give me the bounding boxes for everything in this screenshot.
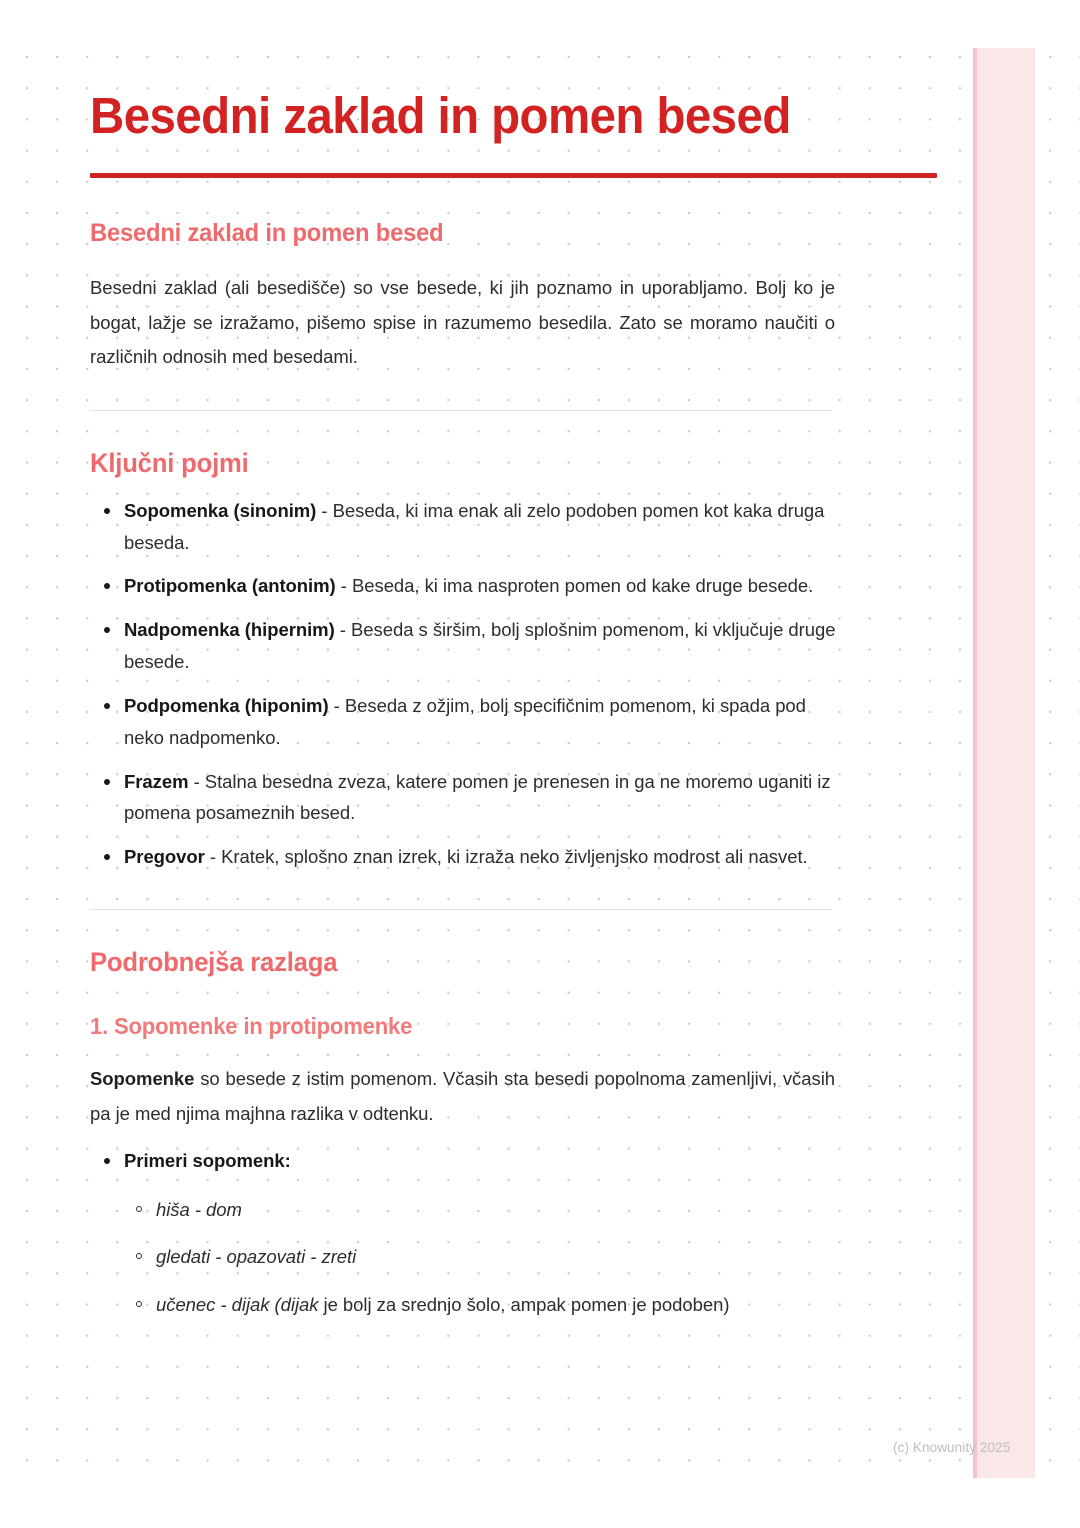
example-plain: je bolj za srednjo šolo, ampak pomen je podoben): [318, 1293, 730, 1315]
term-label: Podpomenka (hiponim): [124, 694, 329, 716]
example-italic: hiša - dom: [156, 1198, 242, 1220]
term-label: Sopomenka (sinonim): [124, 499, 317, 521]
term-description: - Beseda s širšim, bolj splošnim pomenom, ki vključuje druge besede.: [124, 619, 836, 673]
key-terms-list: [90, 481, 850, 873]
section-heading-detail: Podrobnejša razlaga: [90, 946, 338, 977]
paragraph-rest: so besede z istim pomenom. Včasih sta besedi popolnoma zamenljivi, včasih pa je med njima majhna razlika v odtenku.: [90, 1068, 835, 1124]
list-item: [124, 1195, 850, 1225]
copyright-watermark: (c) Knowunity 2025: [893, 1440, 1011, 1455]
document-content: [90, 0, 938, 1331]
term-label: Frazem: [124, 770, 189, 792]
list-item: [90, 570, 850, 602]
term-label: Protipomenka (antonim): [124, 575, 336, 597]
list-item: [90, 841, 850, 873]
term-label: Pregovor: [124, 846, 205, 868]
page-bottom-edge: [0, 1482, 1080, 1528]
synonyms-paragraph: [90, 1040, 835, 1130]
page-title: Besedni zaklad in pomen besed: [90, 87, 791, 144]
example-italic: gledati - opazovati - zreti: [156, 1246, 357, 1268]
list-item: [90, 766, 850, 830]
list-item: [124, 1242, 850, 1272]
section-heading-key-terms: Ključni pojmi: [90, 448, 249, 479]
example-italic: učenec - dijak (dijak: [156, 1293, 319, 1315]
term-description: - Kratek, splošno znan izrek, ki izraža neko življenjsko modrost ali nasvet.: [204, 846, 808, 868]
page-top-edge: [0, 0, 1080, 46]
section-heading-intro: Besedni zaklad in pomen besed: [90, 219, 444, 248]
list-item: [124, 1290, 850, 1320]
examples-list: [90, 1131, 850, 1320]
list-item: [90, 614, 850, 678]
paragraph-lead-term: Sopomenke: [90, 1068, 195, 1090]
list-item: [90, 1145, 850, 1320]
subsection-heading-synonyms: 1. Sopomenke in protipomenke: [90, 1012, 413, 1039]
term-description: - Beseda, ki ima nasproten pomen od kake druge besede.: [335, 575, 814, 597]
term-label: Nadpomenka (hipernim): [124, 619, 335, 641]
term-description: - Beseda, ki ima enak ali zelo podoben pomen kot kaka druga beseda.: [124, 499, 825, 553]
examples-label: Primeri sopomenk:: [124, 1149, 291, 1171]
intro-paragraph: Besedni zaklad (ali besedišče) so vse besede, ki jih poznamo in uporabljamo. Bolj ko je bogat, lažje se izražamo, pišemo spise in razumemo besedila. Zato se moramo naučiti o različnih odnosih med besedami.: [90, 277, 835, 367]
list-item: [90, 495, 850, 559]
list-item: [90, 690, 850, 754]
examples-sublist: [124, 1195, 850, 1320]
right-margin-band: [973, 48, 1035, 1478]
term-description: - Stalna besedna zveza, katere pomen je prenesen in ga ne moremo uganiti iz pomena posameznih besed.: [124, 770, 831, 824]
term-description: - Beseda z ožjim, bolj specifičnim pomenom, ki spada pod neko nadpomenko.: [124, 694, 806, 748]
